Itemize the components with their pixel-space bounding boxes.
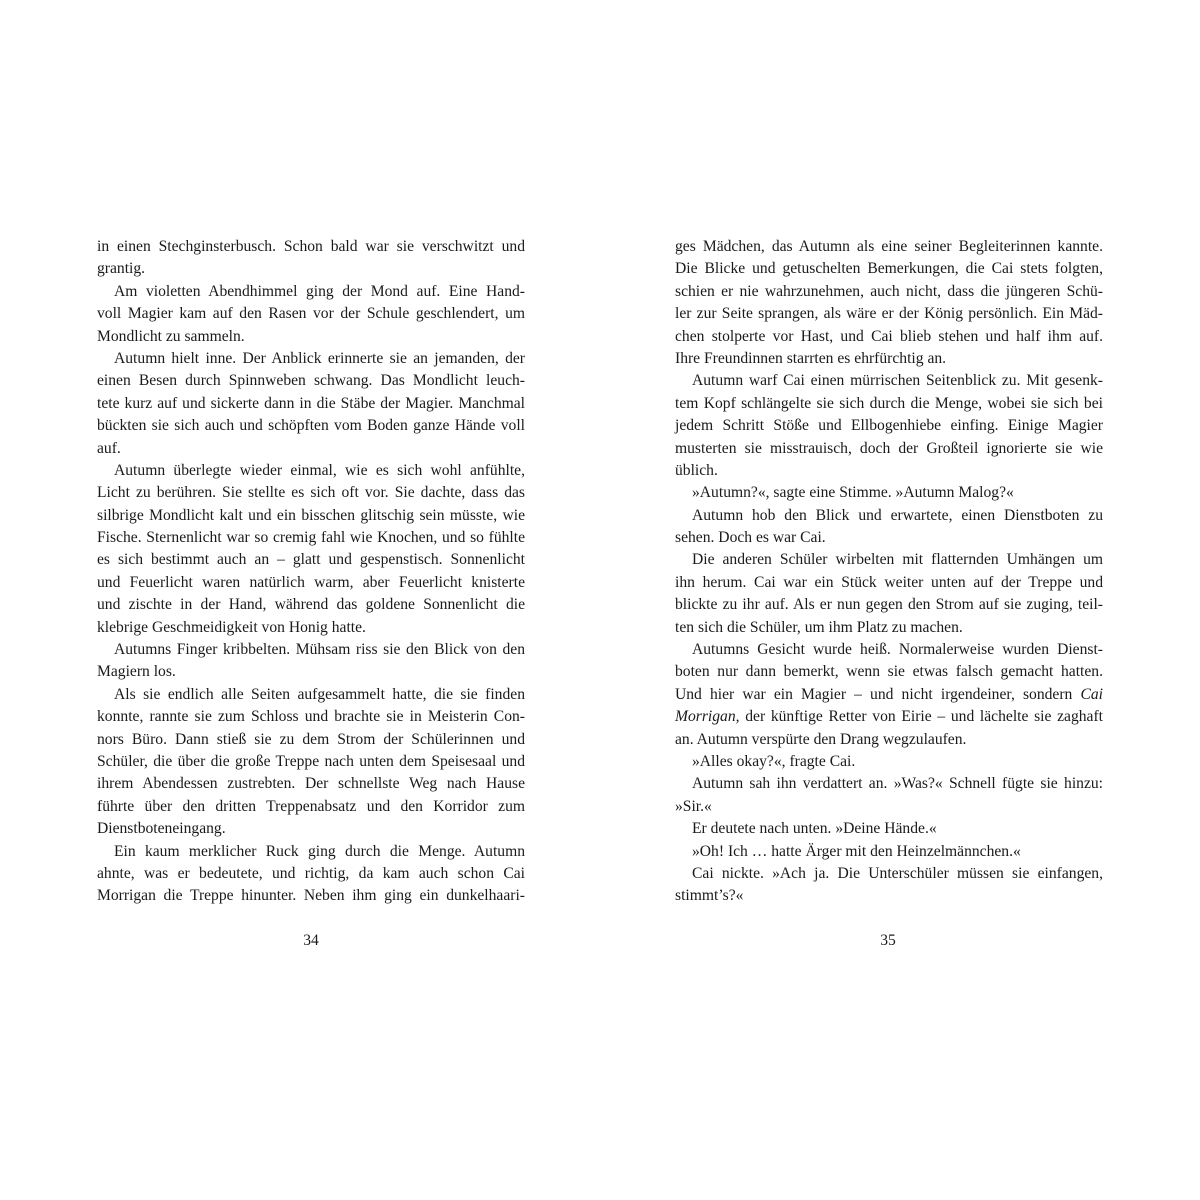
text-line bbox=[675, 661, 1103, 683]
line-text: Am violetten Abendhimmel ging der Mond auf. Eine Hand- bbox=[114, 282, 525, 300]
text-line bbox=[97, 572, 525, 594]
italic-text: Morrigan, bbox=[675, 708, 740, 726]
text-line bbox=[675, 885, 1103, 907]
text-line bbox=[675, 818, 1103, 840]
right-page-text bbox=[675, 236, 1103, 908]
text-line bbox=[97, 438, 525, 460]
line-text: boten nur dann bemerkt, wenn sie etwas falsch gemacht hatten. bbox=[675, 663, 1103, 681]
text-line bbox=[97, 415, 525, 437]
line-text: ges Mädchen, das Autumn als eine seiner Begleiterinnen kannte. bbox=[675, 238, 1103, 255]
text-line bbox=[675, 236, 1103, 258]
text-line bbox=[97, 258, 525, 280]
line-text: Als sie endlich alle Seiten aufgesammelt hatte, die sie finden bbox=[114, 685, 525, 703]
text-line bbox=[97, 729, 525, 751]
line-text: tem Kopf schlängelte sie sich durch die Menge, wobei sie sich bei bbox=[675, 394, 1103, 412]
text-line bbox=[675, 841, 1103, 863]
line-text: voll Magier kam auf den Rasen vor der Schule geschlendert, um bbox=[97, 305, 525, 323]
text-line bbox=[97, 773, 525, 795]
italic-text: Cai bbox=[1080, 685, 1103, 703]
line-text: »Alles okay?«, fragte Cai. bbox=[692, 752, 856, 770]
text-line bbox=[97, 370, 525, 392]
line-text: sehen. Doch es war Cai. bbox=[675, 529, 826, 547]
line-text: silbrige Mondlicht kalt und ein bisschen glitschig sein müsste, wie bbox=[97, 506, 525, 524]
text-line bbox=[675, 460, 1103, 482]
text-line bbox=[97, 617, 525, 639]
line-text: »Sir.« bbox=[675, 797, 712, 815]
line-text: klebrige Geschmeidigkeit von Honig hatte. bbox=[97, 618, 366, 636]
line-text: Mondlicht zu sammeln. bbox=[97, 327, 245, 345]
page-number-left: 34 bbox=[303, 932, 319, 949]
text-line bbox=[675, 751, 1103, 773]
text-line bbox=[97, 706, 525, 728]
line-text: nors Büro. Dann stieß sie zu dem Strom der Schülerinnen und bbox=[97, 730, 525, 748]
text-line bbox=[97, 684, 525, 706]
line-text: konnte, rannte sie zum Schloss und brachte sie in Meisterin Con- bbox=[97, 708, 525, 726]
line-text: ler zur Seite sprangen, als wäre er der König persönlich. Ein Mäd- bbox=[675, 305, 1103, 323]
text-line bbox=[675, 572, 1103, 594]
line-text: chen stolperte vor Hast, und Cai blieb stehen und half ihm auf. bbox=[675, 327, 1103, 345]
text-line bbox=[675, 796, 1103, 818]
text-line bbox=[675, 863, 1103, 885]
text-line bbox=[97, 549, 525, 571]
text-line bbox=[97, 661, 525, 683]
text-line bbox=[675, 415, 1103, 437]
text-line bbox=[97, 639, 525, 661]
text-line bbox=[97, 796, 525, 818]
line-tail: der künftige Retter von Eirie – und lächelte sie zaghaft bbox=[739, 708, 1103, 726]
text-line bbox=[675, 281, 1103, 303]
text-line bbox=[675, 729, 1103, 751]
line-text: Er deutete nach unten. »Deine Hände.« bbox=[692, 820, 937, 838]
line-text: Autumn überlegte wieder einmal, wie es sich wohl anfühlte, bbox=[114, 461, 525, 479]
line-text: es sich bestimmt auch an – glatt und gespenstisch. Sonnenlicht bbox=[97, 551, 525, 569]
text-line bbox=[675, 617, 1103, 639]
text-line bbox=[97, 281, 525, 303]
line-text: Magiern los. bbox=[97, 663, 176, 681]
line-text: tete kurz auf und sickerte dann in die Stäbe der Magier. Manchmal bbox=[97, 394, 525, 412]
text-line bbox=[97, 348, 525, 370]
text-line bbox=[675, 773, 1103, 795]
right-page bbox=[600, 0, 1200, 1200]
line-text: Autumns Gesicht wurde heiß. Normalerweise wurden Dienst- bbox=[692, 641, 1103, 659]
line-text: in einen Stechginsterbusch. Schon bald war sie verschwitzt und bbox=[97, 238, 525, 255]
line-text: Ihre Freundinnen starrten es ehrfürchtig an. bbox=[675, 349, 947, 367]
text-line bbox=[675, 639, 1103, 661]
text-line bbox=[675, 482, 1103, 504]
page-number-right: 35 bbox=[880, 932, 896, 949]
line-text: schien er nie wahrzunehmen, auch nicht, dass die jüngeren Schü- bbox=[675, 282, 1103, 300]
text-line bbox=[675, 549, 1103, 571]
text-line bbox=[675, 438, 1103, 460]
line-text: ihrem Abendessen zustrebten. Der schnellste Weg nach Hause bbox=[97, 775, 525, 793]
line-text: Schüler, die über die große Treppe nach unten dem Speisesaal und bbox=[97, 752, 525, 770]
line-text: Autumn hielt inne. Der Anblick erinnerte sie an jemanden, der bbox=[114, 349, 525, 367]
line-text: und Feuerlicht waren natürlich warm, aber Feuerlicht knisterte bbox=[97, 573, 525, 591]
left-page-text bbox=[97, 236, 525, 908]
line-text: bückten sie sich auch und schöpften vom Boden ganze Hände voll bbox=[97, 417, 525, 435]
line-text: Die anderen Schüler wirbelten mit flatternden Umhängen um bbox=[692, 551, 1103, 569]
text-line bbox=[97, 818, 525, 840]
line-text: blickte zu ihr auf. Als er nun gegen den Strom auf sie zuging, teil- bbox=[675, 596, 1103, 614]
text-line bbox=[675, 303, 1103, 325]
text-line bbox=[97, 482, 525, 504]
line-text: Und hier war ein Magier – und nicht irgendeiner, sondern bbox=[675, 685, 1081, 703]
line-text: musterten sie misstrauisch, doch der Großteil ignorierte sie wie bbox=[675, 439, 1103, 457]
text-line bbox=[97, 751, 525, 773]
text-line bbox=[97, 393, 525, 415]
text-line bbox=[675, 348, 1103, 370]
text-line bbox=[97, 885, 525, 907]
text-line bbox=[97, 326, 525, 348]
line-text: Morrigan die Treppe hinunter. Neben ihm ging ein dunkelhaari- bbox=[97, 887, 525, 905]
text-line bbox=[675, 527, 1103, 549]
text-line bbox=[675, 326, 1103, 348]
text-line bbox=[97, 236, 525, 258]
line-text: Autumn hob den Blick und erwartete, einen Dienstboten zu bbox=[692, 506, 1103, 524]
line-text: ahnte, was er bedeutete, und richtig, da kam auch schon Cai bbox=[97, 864, 525, 882]
line-text: Cai nickte. »Ach ja. Die Unterschüler müssen sie einfangen, bbox=[692, 864, 1103, 882]
text-line bbox=[675, 258, 1103, 280]
text-line bbox=[675, 393, 1103, 415]
text-line bbox=[97, 460, 525, 482]
line-text: einen Besen durch Spinnweben schwang. Das Mondlicht leuch- bbox=[97, 372, 525, 390]
line-text: Autumn sah ihn verdattert an. »Was?« Schnell fügte sie hinzu: bbox=[692, 775, 1103, 793]
line-text: jedem Schritt Stöße und Ellbogenhiebe einfing. Einige Magier bbox=[675, 417, 1103, 435]
line-text: grantig. bbox=[97, 260, 146, 278]
line-text: Fische. Sternenlicht war so cremig fahl wie Knochen, und so fühlte bbox=[97, 529, 525, 547]
text-line bbox=[97, 841, 525, 863]
text-line bbox=[97, 863, 525, 885]
line-text: an. Autumn verspürte den Drang wegzulaufen. bbox=[675, 730, 967, 748]
line-text: Die Blicke und getuschelten Bemerkungen, die Cai stets folgten, bbox=[675, 260, 1103, 278]
line-text: ten sich die Schüler, um ihm Platz zu machen. bbox=[675, 618, 963, 636]
line-text: auf. bbox=[97, 439, 121, 457]
text-line bbox=[97, 527, 525, 549]
line-text: führte über den dritten Treppenabsatz und den Korridor zum bbox=[97, 797, 525, 815]
line-text: »Autumn?«, sagte eine Stimme. »Autumn Malog?« bbox=[692, 484, 1014, 502]
text-line bbox=[97, 505, 525, 527]
text-line bbox=[675, 505, 1103, 527]
line-text: und zischte in der Hand, während das goldene Sonnenlicht die bbox=[97, 596, 525, 614]
text-line bbox=[675, 370, 1103, 392]
line-text: Ein kaum merklicher Ruck ging durch die Menge. Autumn bbox=[114, 842, 525, 860]
text-line bbox=[675, 684, 1103, 706]
text-line bbox=[97, 303, 525, 325]
line-text: Dienstboteneingang. bbox=[97, 820, 226, 838]
line-text: stimmt’s?« bbox=[675, 887, 744, 905]
line-text: Autumn warf Cai einen mürrischen Seitenblick zu. Mit gesenk- bbox=[692, 372, 1103, 390]
text-line bbox=[675, 594, 1103, 616]
line-text: üblich. bbox=[675, 461, 718, 479]
line-text: »Oh! Ich … hatte Ärger mit den Heinzelmännchen.« bbox=[692, 842, 1021, 860]
text-line bbox=[675, 706, 1103, 728]
line-text: Licht zu berühren. Sie stellte es sich oft vor. Sie dachte, dass das bbox=[97, 484, 525, 502]
line-text: Autumns Finger kribbelten. Mühsam riss sie den Blick von den bbox=[114, 641, 525, 659]
line-text: ihn herum. Cai war ein Stück weiter unten auf der Treppe und bbox=[675, 573, 1103, 591]
text-line bbox=[97, 594, 525, 616]
